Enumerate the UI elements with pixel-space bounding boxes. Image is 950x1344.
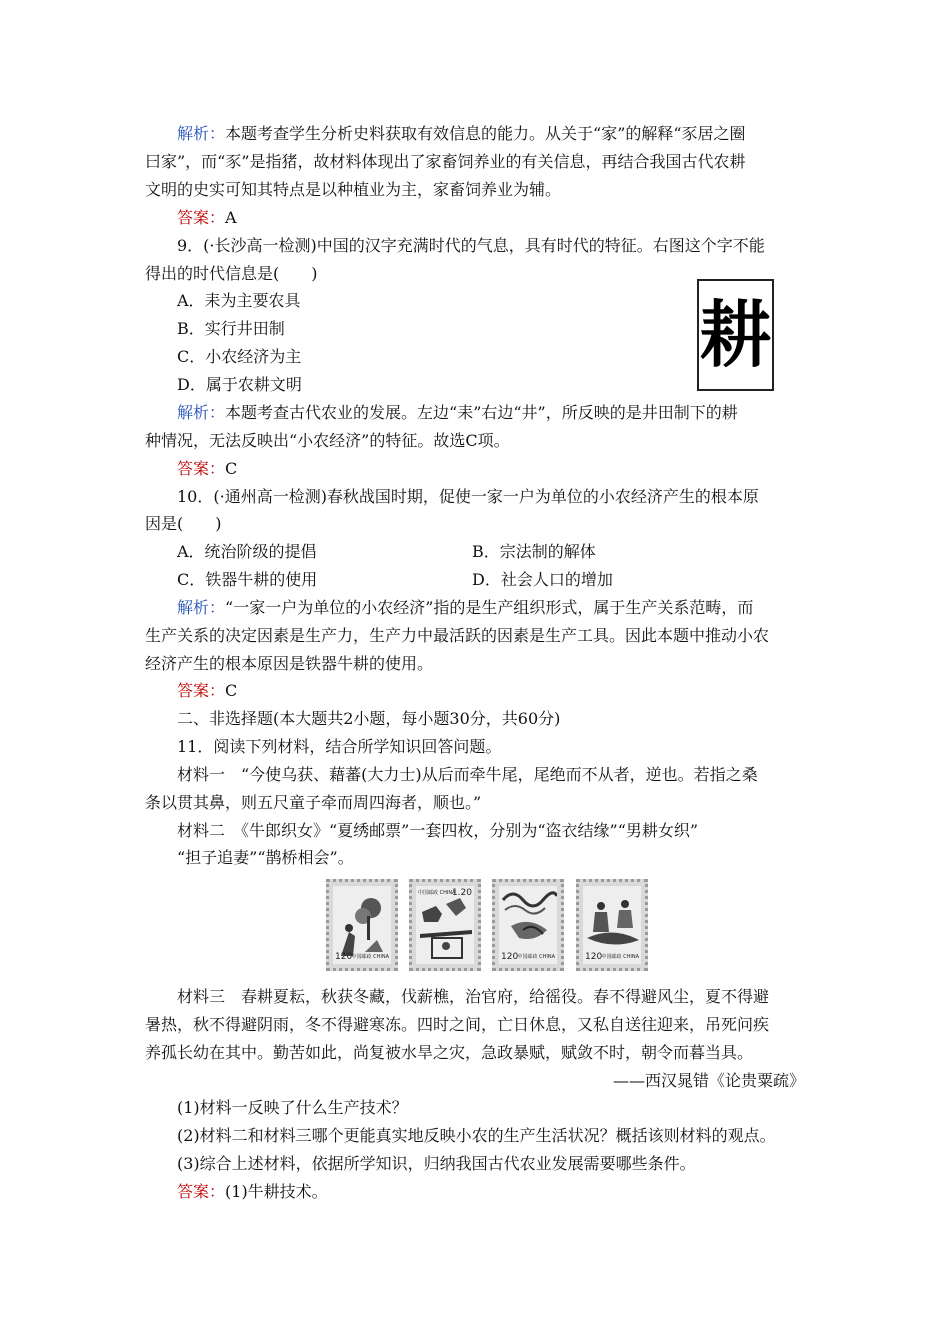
question-10-line-1: 10．(·通州高一检测)春秋战国时期，促使一家一户为单位的小农经济产生的根本原 [177, 487, 759, 506]
analysis-10-line-3: 经济产生的根本原因是铁器牛耕的使用。 [145, 654, 434, 673]
analysis-9-line-2: 种情况，无法反映出“小农经济”的特征。故选C项。 [145, 431, 510, 450]
question-9-option-c: C．小农经济为主 [177, 347, 302, 366]
stamp-2 [409, 879, 481, 971]
stamp-4-value: 120 [585, 952, 603, 962]
sub-question-3: (3)综合上述材料，依据所学知识，归纳我国古代农业发展需要哪些条件。 [177, 1154, 696, 1173]
analysis-10-line-2: 生产关系的决定因素是生产力，生产力中最活跃的因素是生产工具。因此本题中推动小农 [145, 626, 770, 645]
question-10-option-b: B．宗法制的解体 [472, 542, 596, 561]
material-1-line-2: 条以贯其鼻，则五尺童子牵而周四海者，顺也。” [145, 793, 482, 812]
stamp-3-value: 120 [501, 952, 519, 962]
answer-11: 答案：(1)牛耕技术。 [177, 1182, 328, 1201]
analysis-8-line-2: 曰家”，而“豕”是指猪，故材料体现出了家畜饲养业的有关信息，再结合我国古代农耕 [145, 152, 746, 171]
material-2-line-2: “担子追妻”“鹊桥相会”。 [177, 848, 354, 867]
answer-label: 答案： [177, 681, 226, 700]
material-1-line-1: 材料一 “今使乌获、藉蕃(大力士)从后而牵牛尾，尾绝而不从者，逆也。若指之桑 [177, 765, 758, 784]
analysis-label: 解析： [177, 124, 226, 143]
answer-8: 答案：A [177, 208, 237, 227]
answer-label: 答案： [177, 459, 226, 478]
material-3-line-1: 材料三 春耕夏耘，秋获冬藏，伐薪樵，治官府，给徭役。春不得避风尘，夏不得避 [177, 987, 770, 1006]
answer-10: 答案：C [177, 681, 238, 700]
sub-question-1: (1)材料一反映了什么生产技术？ [177, 1098, 408, 1117]
question-11-intro: 11．阅读下列材料，结合所学知识回答问题。 [177, 737, 502, 756]
sub-question-2: (2)材料二和材料三哪个更能真实地反映小农的生产生活状况？概括该则材料的观点。 [177, 1126, 776, 1145]
question-10-line-2: 因是( ) [145, 514, 222, 533]
question-9-option-a: A．耒为主要农具 [177, 291, 301, 310]
stamp-1-country: 中国邮政 CHINA [351, 954, 389, 960]
answer-label: 答案： [177, 208, 226, 227]
analysis-9-line-1: 解析：本题考查古代农业的发展。左边“耒”右边“井”，所反映的是井田制下的耕 [177, 403, 738, 422]
analysis-10-line-1: 解析：“一家一户为单位的小农经济”指的是生产组织形式，属于生产关系范畴，而 [177, 598, 754, 617]
material-3-line-2: 暑热，秋不得避阴雨，冬不得避寒冻。四时之间，亡日休息，又私自送往迎来，吊死问疾 [145, 1015, 770, 1034]
question-10-option-c: C．铁器牛耕的使用 [177, 570, 318, 589]
question-9-option-b: B．实行井田制 [177, 319, 285, 338]
stamp-3-country: 中国邮政 CHINA [517, 954, 555, 960]
analysis-8-line-3: 文明的史实可知其特点是以种植业为主，家畜饲养业为辅。 [145, 180, 562, 199]
stamp-1 [326, 879, 398, 971]
question-9-option-d: D．属于农耕文明 [177, 375, 302, 394]
answer-9: 答案：C [177, 459, 238, 478]
question-9-line-2: 得出的时代信息是( ) [145, 264, 318, 283]
question-10-option-a: A．统治阶级的提倡 [177, 542, 317, 561]
stamp-3 [492, 879, 564, 971]
material-3-line-3: 养孤长幼在其中。勤苦如此，尚复被水旱之灾，急政暴赋，赋敛不时，朝令而暮当具。 [145, 1043, 754, 1062]
analysis-label: 解析： [177, 403, 226, 422]
ancient-character-figure [697, 279, 774, 391]
analysis-8-line-1: 解析：本题考查学生分析史料获取有效信息的能力。从关于“家”的解释“豕居之圈 [177, 124, 746, 143]
answer-label: 答案： [177, 1182, 226, 1201]
section-heading: 二、非选择题(本大题共2小题，每小题30分，共60分) [177, 709, 561, 728]
character-glyph: 耕 [699, 292, 772, 377]
stamp-4 [576, 879, 648, 971]
analysis-label: 解析： [177, 598, 226, 617]
question-10-option-d: D．社会人口的增加 [472, 570, 613, 589]
stamp-2-value: 1.20 [451, 888, 472, 898]
question-9-line-1: 9．(·长沙高一检测)中国的汉字充满时代的气息，具有时代的特征。右图这个字不能 [177, 236, 765, 255]
stamp-1-value: 120 [335, 952, 353, 962]
material-2-line-1: 材料二 《牛郎织女》“夏绣邮票”一套四枚，分别为“盗衣结缘”“男耕女织” [177, 821, 699, 840]
material-3-source: ——西汉晁错《论贵粟疏》 [612, 1071, 805, 1090]
stamp-2-country: 中国邮政 CHINA [418, 890, 456, 896]
stamp-4-country: 中国邮政 CHINA [601, 954, 639, 960]
